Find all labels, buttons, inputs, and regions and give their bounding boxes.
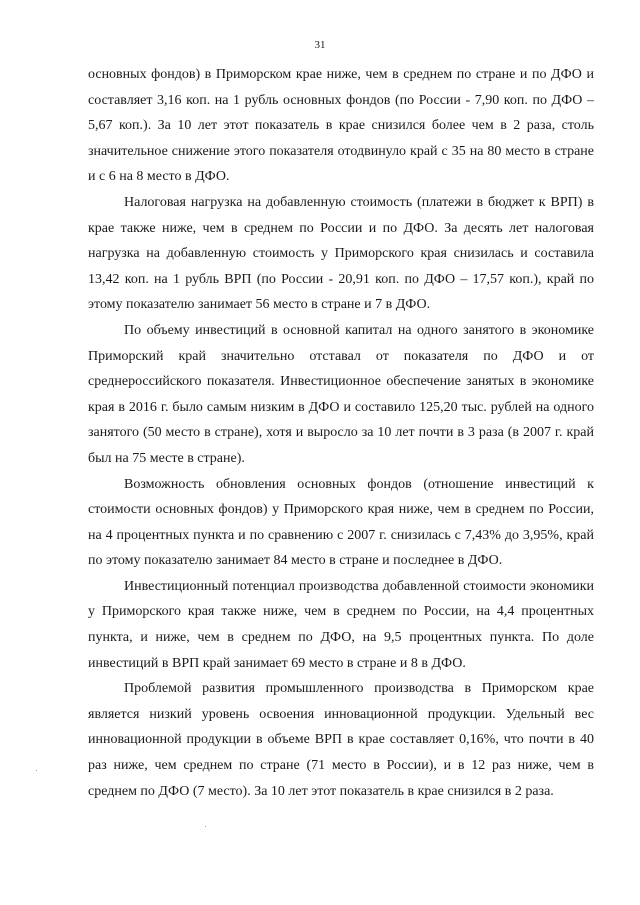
scan-speck: [36, 770, 37, 771]
paragraph-6: Проблемой развития промышленного производства в Приморском крае является низкий уровень освоения инновационной продукции. Удельный вес инновационной продукции в объеме ВРП в крае составляет 0,16%, что почти в 40 раз ниже, чем среднем по стране (71 место в России), и в 12 раз ниже, чем в среднем по ДФО (7 место). За 10 лет этот показатель в крае снизился в 2 раза.: [88, 681, 594, 799]
scan-speck: [205, 826, 206, 827]
paragraph-4: Возможность обновления основных фондов (отношение инвестиций к стоимости основных фондов) у Приморского края ниже, чем в среднем по России, на 4 процентных пункта и по сравнению с 2007 г. снизилась с 7,43% до 3,95%, край по этому показателю занимает 84 место в стране и последнее в ДФО.: [88, 476, 594, 569]
body-text: [88, 62, 594, 804]
paragraph-5: Инвестиционный потенциал производства добавленной стоимости экономики у Приморского края также ниже, чем в среднем по России, на 4,4 процентных пункта, и ниже, чем в среднем по ДФО, на 9,5 процентных пункта. По доле инвестиций в ВРП край занимает 69 место в стране и 8 в ДФО.: [88, 578, 594, 671]
paragraph-1: основных фондов) в Приморском крае ниже, чем в среднем по стране и по ДФО и составляет 3,16 коп. на 1 рубль основных фондов (по России - 7,90 коп. по ДФО – 5,67 коп.). За 10 лет этот показатель в крае снизился более чем в 2 раза, столь значительное снижение этого показателя отодвинуло край с 35 на 80 место в стране и с 6 на 8 место в ДФО.: [88, 67, 594, 185]
page-number: 31: [314, 39, 326, 51]
paragraph-2: Налоговая нагрузка на добавленную стоимость (платежи в бюджет к ВРП) в крае также ниже, чем в среднем по России и по ДФО. За десять лет налоговая нагрузка на добавленную стоимость у Приморского края снизилась и составила 13,42 коп. на 1 рубль ВРП (по России - 20,91 коп. по ДФО – 17,57 коп.), край по этому показателю занимает 56 место в стране и 7 в ДФО.: [88, 194, 594, 313]
paragraph-3: По объему инвестиций в основной капитал на одного занятого в экономике Приморский край значительно отставал от показателя по ДФО и от среднероссийского показателя. Инвестиционное обеспечение занятых в экономике края в 2016 г. было самым низким в ДФО и составило 125,20 тыс. рублей на одного занятого (50 место в стране), хотя и выросло за 10 лет почти в 3 раза (в 2007 г. край был на 75 месте в стране).: [88, 322, 594, 466]
